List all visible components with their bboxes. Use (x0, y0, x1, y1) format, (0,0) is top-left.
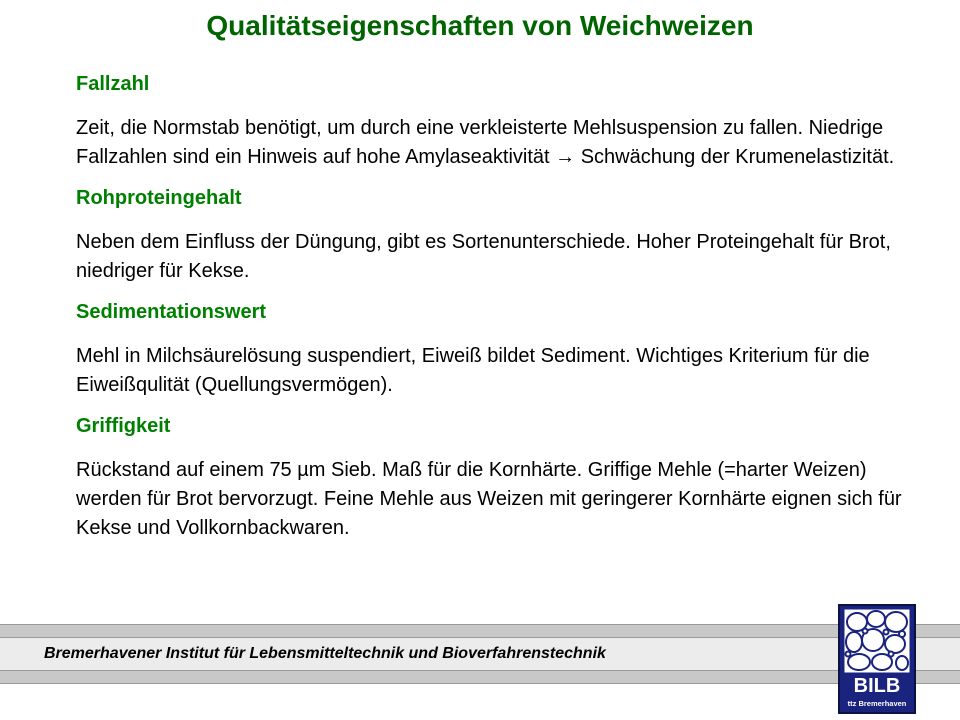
content-area (76, 70, 906, 543)
section-heading-sedimentationswert: Sedimentationswert (76, 301, 267, 323)
footer-band-bottom (0, 670, 960, 684)
section-body-griffigkeit: Rückstand auf einem 75 µm Sieb. Maß für die Kornhärte. Griffige Mehle (=harter Weizen) werden für Brot bervorzugt. Feine Mehle aus Weizen mit geringerer Kornhärte eignen sich für Kekse und Vollkornbackwaren. (76, 459, 902, 539)
section-body-fallzahl: Zeit, die Normstab benötigt, um durch eine verkleisterte Mehlsuspension zu fallen. Niedrige Fallzahlen sind ein Hinweis auf hohe Amylaseaktivität → Schwächung der Krumenelastizität. (76, 117, 895, 168)
slide-title: Qualitätseigenschaften von Weichweizen (206, 10, 754, 41)
section-body-sedimentationswert: Mehl in Milchsäurelösung suspendiert, Eiweiß bildet Sediment. Wichtiges Kriterium für die Eiweißqulität (Quellungsvermögen). (76, 345, 870, 396)
logo-text: BILB (853, 675, 901, 697)
bilb-logo (838, 604, 916, 714)
bilb-cells-logo-icon (840, 606, 914, 712)
footer-institute-name: Bremerhavener Institut für Lebensmitteltechnik und Bioverfahrenstechnik (44, 645, 606, 662)
section-heading-fallzahl: Fallzahl (76, 73, 150, 95)
footer-band-top (0, 624, 960, 638)
logo-subtext: ttz Bremerhaven (847, 699, 907, 708)
footer-bar (0, 624, 960, 694)
section-body-rohproteingehalt: Neben dem Einfluss der Düngung, gibt es Sortenunterschiede. Hoher Proteingehalt für Brot, niedriger für Kekse. (76, 231, 891, 282)
section-heading-griffigkeit: Griffigkeit (76, 415, 171, 437)
section-heading-rohproteingehalt: Rohproteingehalt (76, 187, 242, 209)
